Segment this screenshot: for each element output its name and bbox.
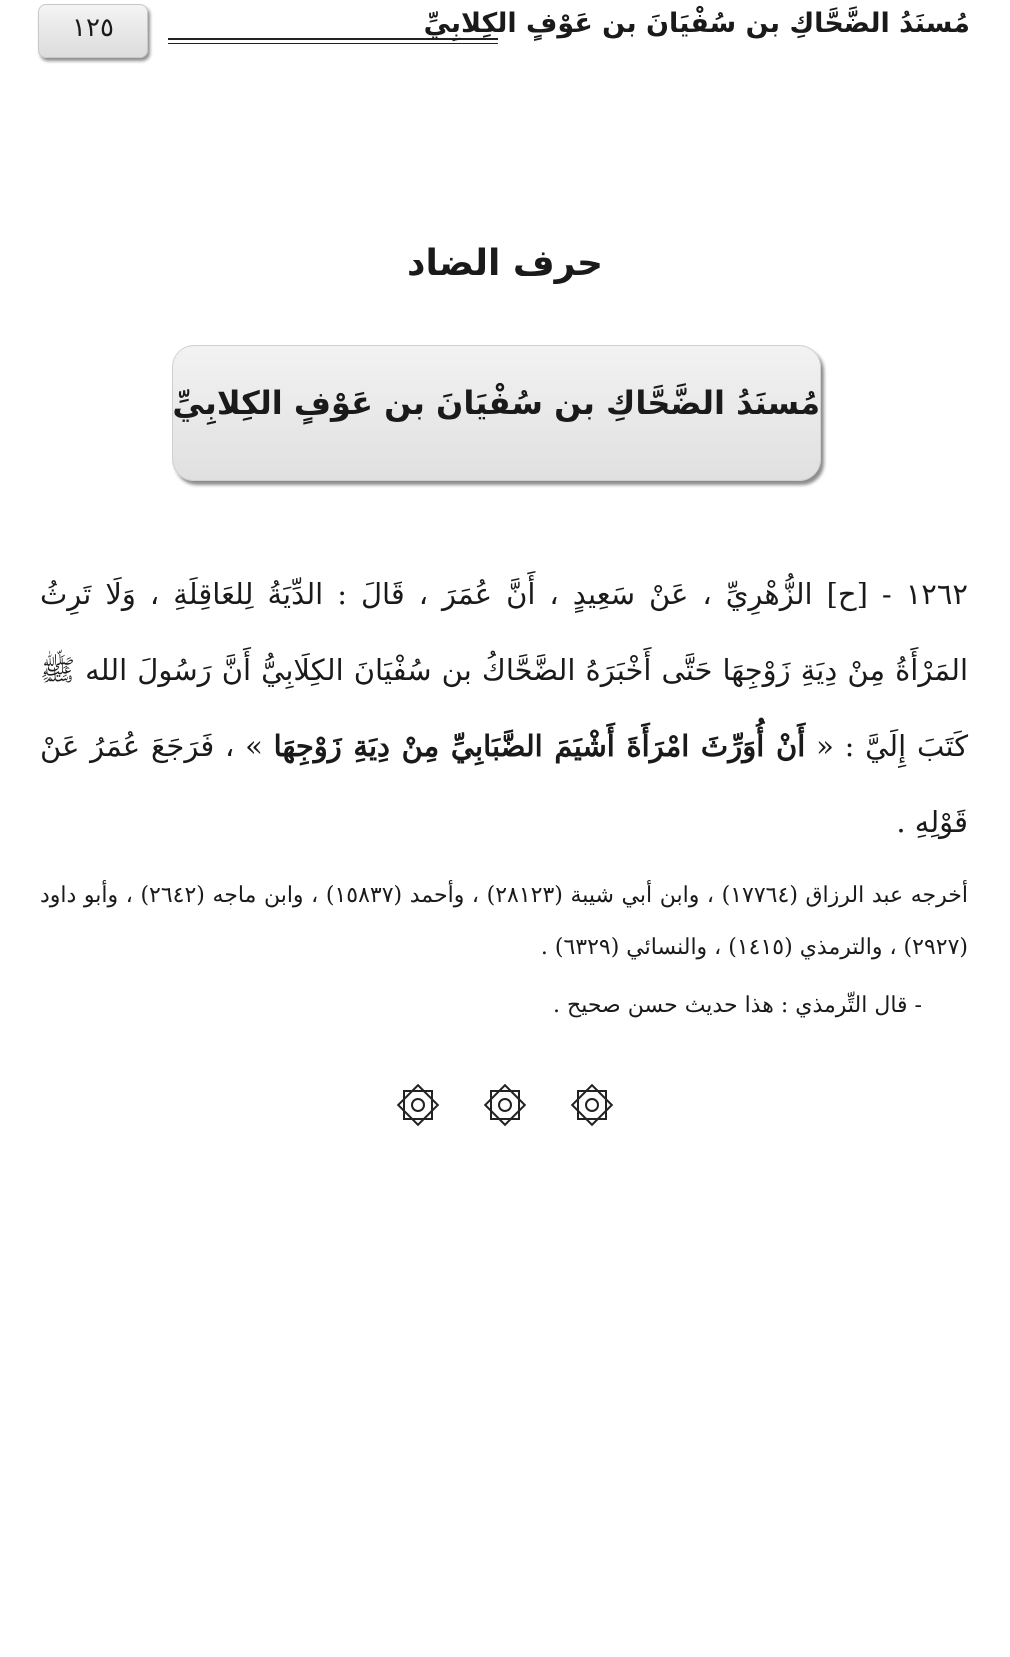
section-title-box <box>172 345 821 481</box>
prophet-quote: أَنْ أُوَرِّثَ امْرَأَةَ أَشْيَمَ الضَّبَابِيِّ مِنْ دِيَةِ زَوْجِهَا <box>273 729 806 763</box>
hadith-text-after: » ، فَرَجَعَ عُمَرُ عَنْ قَوْلِهِ . <box>40 729 968 839</box>
page-number: ١٢٥ <box>38 4 148 58</box>
takhrij-note: أخرجه عبد الرزاق (١٧٧٦٤) ، وابن أبي شيبة (٢٨١٢٣) ، وأحمد (١٥٨٣٧) ، وابن ماجه (٢٦٤٢) ، وأبو داود (٢٩٢٧) ، والترمذي (١٤١٥) ، والنسائي (٦٣٢٩) . <box>40 883 968 960</box>
eight-point-star-icon <box>482 1082 528 1128</box>
section-title: مُسنَدُ الضَّحَّاكِ بن سُفْيَانَ بن عَوْفٍ الكِلابِيِّ <box>172 384 820 422</box>
eight-point-star-icon <box>569 1082 615 1128</box>
section-end-ornaments <box>0 1082 1010 1132</box>
eight-point-star-icon <box>395 1082 441 1128</box>
tirmidhi-grading: - قال التِّرمذي : هذا حديث حسن صحيح . <box>553 993 922 1018</box>
hadith-text-before: ١٢٦٢ - [ح] الزُّهْرِيِّ ، عَنْ سَعِيدٍ ، أَنَّ عُمَرَ ، قَالَ : الدِّيَةُ لِلعَاقِلَةِ ، وَلَا تَرِثُ المَرْأَةُ مِنْ دِيَةِ زَوْجِهَا حَتَّى أَخْبَرَهُ الضَّحَّاكُ بن سُفْيَانَ الكِلَابِيُّ أَنَّ رَسُولَ الله ﷺ كَتَبَ إِلَيَّ : « <box>40 577 969 763</box>
hadith-text <box>40 556 968 860</box>
chapter-title: حرف الضاد <box>406 243 603 284</box>
running-title: مُسنَدُ الضَّحَّاكِ بن سُفْيَانَ بن عَوْفٍ الكِلابِيِّ <box>423 8 970 39</box>
